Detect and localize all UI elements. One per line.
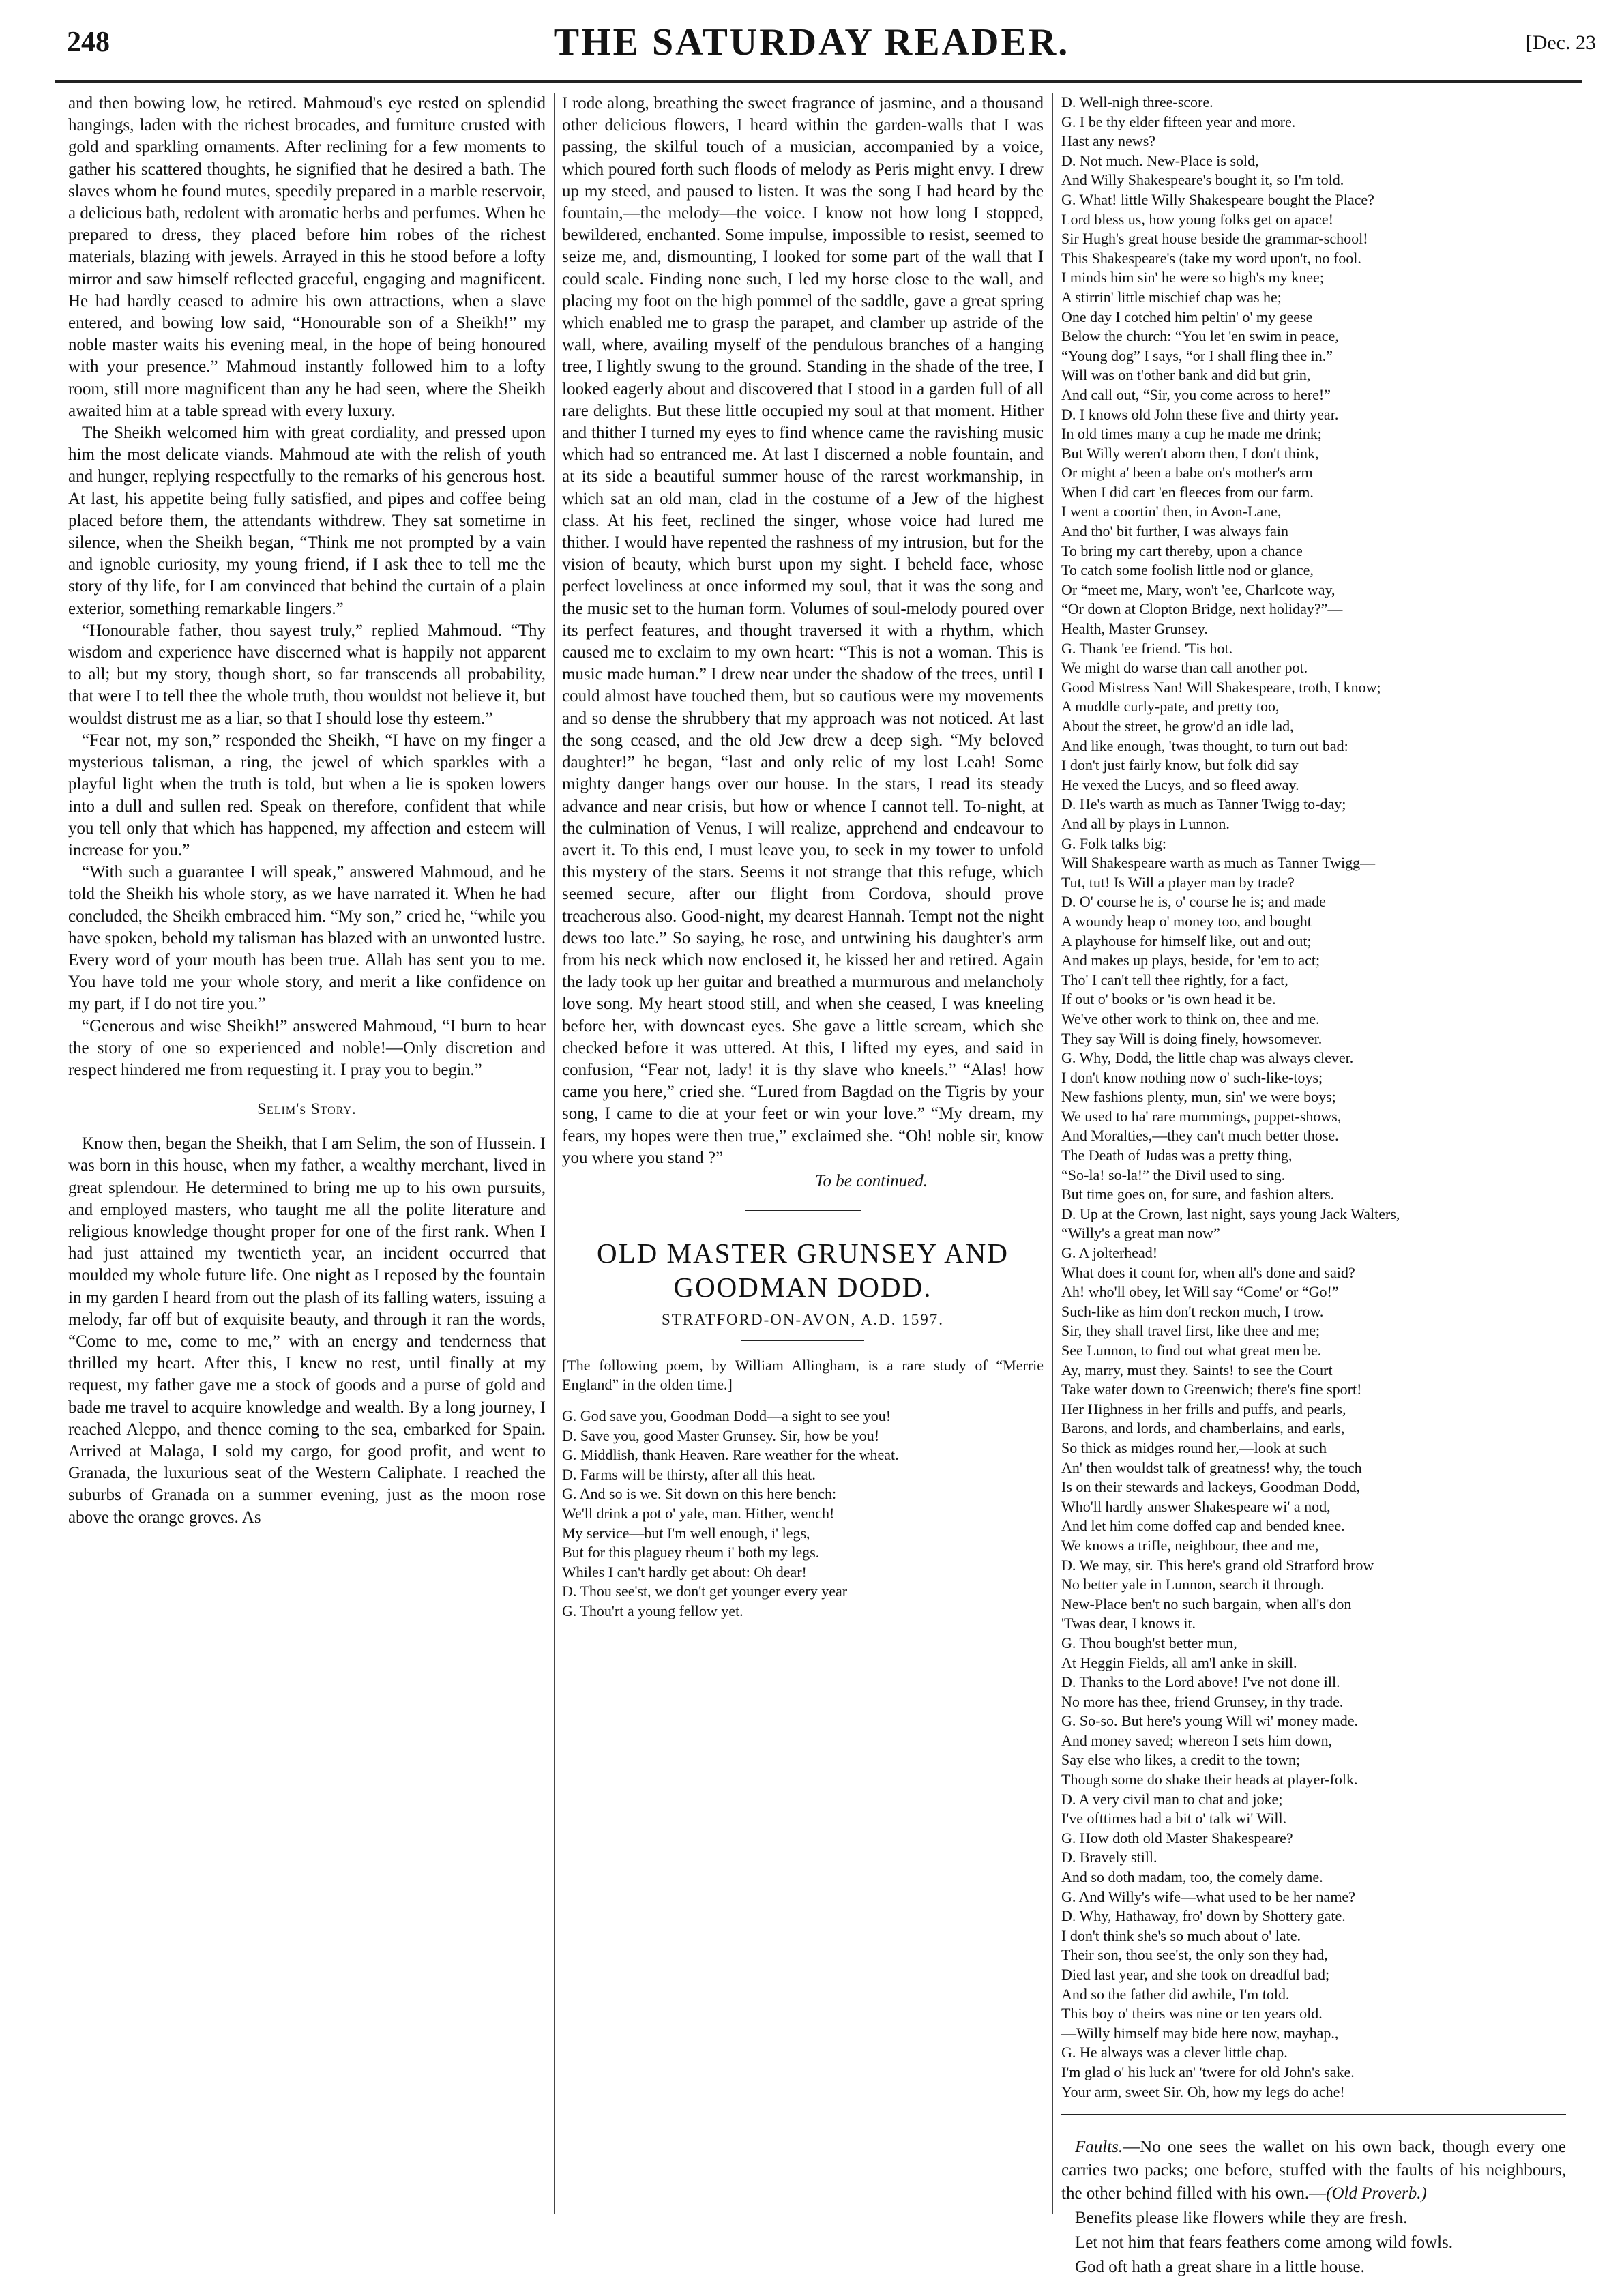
poem-line: No more has thee, friend Grunsey, in thy trade. [1061,1692,1344,1710]
story-paragraph: Know then, began the Sheikh, that I am Selim, the son of Hussein. I was born in this house, when my father, a wealthy merchant, lived in great splendour. He determined to bring me up to his own pursuits, and employed masters, who taught me all the polite literature and religious knowledge thought proper for one of the first rank. When I had just attained my twentieth year, an incident occurred that moulded my whole future life. One night as I reposed by the fountain in my garden I heard from out the plash of its falling waters, issuing a melody, far off but of exquisite beauty, and through it ran the words, “Come to me, come to me,” with an energy and tenderness that thrilled my heart. After this, I knew no rest, until finally at my request, my father gave me a stock of goods and a purse of gold and bade me travel to acquire knowledge and wealth. By a long journey, I reached Aleppo, and thence coming to the sea, embarked for Spain. Arrived at Malaga, I sold my cargo, for good profit, and went to Granada, the luxurious seat of the Western Caliphate. I reached the suburbs of Granada on a summer evening, just as the moon rose above the orange groves. As [68,1134,546,1527]
poem-body [1061,93,1566,2102]
poem-line: Ay, marry, must they. Saints! to see the Court [1061,1361,1333,1379]
poem-line: Your arm, sweet Sir. Oh, how my legs do ache! [1061,2083,1345,2100]
poem-line: If out o' books or 'is own head it be. [1061,990,1276,1008]
poem-line: New-Place ben't no such bargain, when all's don [1061,1595,1352,1613]
poem-subtitle: STRATFORD-ON-AVON, A.D. 1597. [661,1310,945,1328]
poem-line: I've ofttimes had a bit o' talk wi' Will. [1061,1810,1287,1827]
column-1 [68,93,546,2214]
poem-line: When I did cart 'en fleeces from our farm. [1061,483,1314,501]
section-heading: Selim's Story. [257,1100,357,1118]
poem-line: D. Farms will be thirsty, after all this heat. [562,1465,816,1483]
page-number: 248 [67,27,110,58]
header-rule [55,80,1582,83]
poem-line: And like enough, 'twas thought, to turn out bad: [1061,737,1348,754]
poem-line: Is on their stewards and lackeys, Goodman Dodd, [1061,1478,1361,1496]
poem-line: G. And so is we. Sit down on this here bench: [562,1485,837,1503]
poem-line: But Willy weren't aborn then, I don't think, [1061,444,1319,462]
poem-line: Below the church: “You let 'en swim in peace, [1061,327,1339,345]
column-3 [1061,93,1566,2277]
poem-line: Tut, tut! Is Will a player man by trade? [1061,873,1295,891]
poem-line: Will Shakespeare warth as much as Tanner Twigg— [1061,854,1376,872]
poem-line: And Willy Shakespeare's bought it, so I'm told. [1061,171,1344,189]
poem-line: “So-la! so-la!” the Divil used to sing. [1061,1166,1286,1183]
poem-title: OLD MASTER GRUNSEY AND GOODMAN DODD. [597,1237,1009,1303]
poem-line: A stirrin' little mischief chap was he; [1061,288,1282,306]
poem-line: D. Bravely still. [1061,1849,1157,1866]
poem-line: D. Well-nigh three-score. [1061,93,1213,111]
poem-line: G. So-so. But here's young Will wi' money made. [1061,1712,1358,1730]
story-paragraph: “Honourable father, thou sayest truly,” replied Mahmoud. “Thy wisdom and experience have discerned what is happily not apparent to all; but my story, though short, so far transcends all probability, that were I to tell thee the whole truth, thou wouldst not believe it, but wouldst distrust me as a liar, so that I should lose thy esteem.” [68,621,546,728]
poem-line: Tho' I can't tell thee rightly, for a fact, [1061,971,1288,988]
poem-line: In old times many a cup he made me drink; [1061,425,1322,443]
poem-line: Whiles I can't hardly get about: Oh dear! [562,1563,807,1580]
proverb-text: Let not him that fears feathers come among wild fowls. [1075,2233,1453,2252]
poem-line: Sir, they shall travel first, like thee and me; [1061,1322,1320,1340]
poem-line: Good Mistress Nan! Will Shakespeare, troth, I know; [1061,678,1381,696]
poem-line: A muddle curly-pate, and pretty too, [1061,698,1280,716]
proverb [1061,2231,1566,2254]
poem-intro: [The following poem, by William Allingham, is a rare study of “Merrie England” in the olden time.] [562,1356,1044,1393]
poem-line: But for this plaguey rheum i' both my legs. [562,1544,820,1561]
poem-line: What does it count for, when all's done and said? [1061,1263,1355,1281]
poem-line: I don't know nothing now o' such-like-toys; [1061,1068,1323,1086]
poem-line: D. Thou see'st, we don't get younger every year [562,1583,848,1600]
poem-line: Or might a' been a babe on's mother's arm [1061,464,1313,482]
poem-line: G. Why, Dodd, the little chap was always clever. [1061,1049,1354,1067]
poem-line: New fashions plenty, mun, sin' we were boys; [1061,1088,1336,1106]
poem-line: Who'll hardly answer Shakespeare wi' a nod, [1061,1497,1331,1515]
poem-line: This Shakespeare's (take my word upon't, no fool. [1061,249,1361,267]
story-paragraph: “With such a guarantee I will speak,” answered Mahmoud, and he told the Sheikh his whole story, as we have narrated it. When he had concluded, the Sheikh embraced him. “My son,” cried he, “while you have spoken, behold my talisman has blazed with an unwonted lustre. Every word of your mouth has been true. Allah has sent you to me. You have told me your whole story, and merit a like confidence on my part, if I do not tire you.” [68,863,546,1014]
poem-line: At Heggin Fields, all am'l anke in skill. [1061,1653,1297,1671]
poem-line: “Young dog” I says, “or I shall fling thee in.” [1061,347,1333,364]
story-paragraph: and then bowing low, he retired. Mahmoud's eye rested on splendid hangings, laden with the richest brocades, and furniture crusted with gold and sparkling ornaments. After reclining for a few moments to gather his scattered thoughts, he signified that he desired a bath. The slaves whom he found mutes, speedily prepared in a marble reservoir, a delicious bath, redolent with aromatic herbs and perfumes. When he prepared to dress, they placed before him robes of the richest materials, blazing with jewels. Arrayed in this he stood before a lofty mirror and saw himself reflected graceful, engaging and magnificent. He had hardly ceased to admire his own attractions, when a slave entered, and bowing low said, “Honourable son of a Sheikh!” my noble master waits his evening meal, in the hope of being honoured with your presence.” Mahmoud instantly followed him to a lofty room, still more magnificent than any he had seen, where the Sheikh awaited him at a table spread with every luxury. [68,94,546,420]
column-2 [562,93,1044,2214]
story-paragraph: I rode along, breathing the sweet fragrance of jasmine, and a thousand other delicious flowers, I heard within the garden-walls that I was passing, the skilful touch of a musician, accompanied by a voice, which poured forth such floods of melody as Peris might envy. I drew up my steed, and paused to listen. It was the song I had heard by the fountain,—the melody—the voice. I know not how long I stopped, bewildered, enchanted. Some impulse, impossible to resist, seemed to seize me, and, dismounting, I looked for some part of the wall that I could scale. Finding none such, I led my horse close to the wall, and placing my foot on the high pommel of the saddle, gave a great spring which enabled me to grasp the parapet, and clamber up astride of the wall, where, availing myself of the pendulous branches of a hanging tree, I lightly swung to the ground. Standing in the shade of the tree, I looked eagerly about and discovered that I stood in a garden full of all rare delights. But these little occupied my soul at that moment. Hither and thither I turned my eyes to find whence came the ravishing music which had so entranced me. At last I discerned a noble fountain, and at its side a beautiful summer house of the rarest workmanship, in which sat an old man, clad in the costume of a Jew of the highest class. At his feet, reclined the singer, whose voice had lured me thither. I would have repented the rashness of my intrusion, but for the vision of beauty, which burst upon my sight. I beheld face, whose perfect loveliness at once informed my soul, that it was the song and the music set to the human form. Volumes of soul-melody poured over its perfect features, and thought traversed it with a rhythm, which caused me to exclaim to my own heart: “This is not a woman. This is music made human.” I drew near under the shadow of the trees, until I could almost have touched them, but so cautious were my movements and so dense the shrubbery that my approach was not noticed. At last the song ceased, and the old Jew drew a deep sigh. “My beloved daughter!” he began, “last and only relic of my lost Leah! Some mighty danger hangs over our house. In the stars, I read its steady advance and near crisis, but how or whence I cannot tell. To-night, at the culmination of Venus, I will realize, apprehend and endeavour to avert it. To this end, I must leave you, to seek in my tower to unfold this mystery of the stars. Seems it not strange that this refuge, which seemed secure, after our flight from Cordova, should prove treacherous also. Good-night, my dearest Hannah. Tempt not the night dews too late.” So saying, he rose, and untwining his daughter's arm from his neck which now enclosed it, he kissed her and retired. Again the lady took up her guitar and breathed a murmurous and melancholy love song. My heart stood still, and when she ceased, I was kneeling before her, with downcast eyes. She gave a little scream, which she checked before it was uttered. At this, I lifted my eyes, and said in confusion, “Fear not, lady! it is thy slave who kneels.” “Alas! how came you here,” cried she. “Lured from Bagdad on the Tigris by your song, I came to die at your feet or win your love.” “My dream, my fears, my hopes were then true,” exclaimed she. “Oh! noble sir, know you where you stand ?” [562,94,1044,1167]
poem-line: G. Thank 'ee friend. 'Tis hot. [1061,639,1233,657]
poem-line: G. A jolterhead! [1061,1244,1158,1262]
poem-line: D. A very civil man to chat and joke; [1061,1790,1283,1808]
column-divider [1052,93,1053,2214]
poem-line: I minds him sin' he were so high's my knee; [1061,269,1324,286]
poem-body [562,1407,1044,1621]
proverb-source: (Old Proverb.) [1326,2184,1427,2203]
poem-line: A woundy heap o' money too, and bought [1061,912,1312,930]
page-header [27,15,1596,63]
proverb-text: Benefits please like flowers while they are fresh. [1075,2209,1408,2228]
poem-line: Sir Hugh's great house beside the grammar-school! [1061,230,1368,248]
poem-line: G. What! little Willy Shakespeare bought the Place? [1061,190,1374,208]
poem-line: Take water down to Greenwich; there's fine sport! [1061,1381,1362,1398]
poem-line: We've other work to think on, thee and me. [1061,1010,1320,1027]
story-paragraph: “Generous and wise Sheikh!” answered Mahmoud, “I burn to hear the story of one so experienced and noble!—Only discretion and respect hindered me from requesting it. I pray you to begin.” [68,1016,546,1079]
poem-line: I don't think she's so much about o' late. [1061,1926,1301,1944]
poem-line: And so the father did awhile, I'm told. [1061,1985,1290,2003]
poem-line: And tho' bit further, I was always fain [1061,523,1288,540]
poem-line: Her Highness in her frills and puffs, and pearls, [1061,1400,1346,1417]
poem-line: Will was on t'other bank and did but grin, [1061,366,1311,384]
poem-line: Their son, thou see'st, the only son they had, [1061,1946,1328,1964]
poem-line: Barons, and lords, and chamberlains, and earls, [1061,1420,1345,1437]
poem-line: D. Up at the Crown, last night, says young Jack Walters, [1061,1205,1400,1222]
poem-line: G. Folk talks big: [1061,834,1167,852]
poem-line: So thick as midges round her,—look at such [1061,1439,1327,1456]
poem-line: D. Not much. New-Place is sold, [1061,151,1259,169]
poem-line: This boy o' theirs was nine or ten years old. [1061,2005,1323,2023]
poem-line: And let him come doffed cap and bended knee. [1061,1517,1345,1535]
poem-line: We'll drink a pot o' yale, man. Hither, wench! [562,1504,835,1522]
poem-line: No better yale in Lunnon, search it through. [1061,1576,1325,1593]
poem-line: My service—but I'm well enough, i' legs, [562,1524,810,1542]
poem-line: He vexed the Lucys, and so fleed away. [1061,776,1299,793]
poem-line: D. Why, Hathaway, fro' down by Shottery gate. [1061,1907,1346,1925]
poem-line: D. We may, sir. This here's grand old Stratford brow [1061,1556,1374,1574]
poem-line: I don't just fairly know, but folk did say [1061,756,1299,774]
poem-line: Such-like as him don't reckon much, I trow. [1061,1302,1324,1320]
poem-line: “Or down at Clopton Bridge, next holiday?”— [1061,600,1343,618]
proverbs-section [1061,2136,1566,2279]
poem-line: D. Save you, good Master Grunsey. Sir, how be you! [562,1426,880,1444]
poem-line: To bring my cart thereby, upon a chance [1061,542,1303,559]
poem-line: G. I be thy elder fifteen year and more. [1061,113,1296,130]
poem-line: D. Thanks to the Lord above! I've not done ill. [1061,1673,1340,1691]
article-separator [745,1210,861,1211]
poem-line: A playhouse for himself like, out and out; [1061,932,1312,950]
poem-line: The Death of Judas was a pretty thing, [1061,1147,1293,1164]
proverb-text: —No one sees the wallet on his own back, though every one carries two packs; one before, stuffed with the faults of his neighbours, the other behind filled with his own.— [1061,2138,1566,2203]
poem-line: To catch some foolish little nod or glance, [1061,561,1314,579]
proverb-text: God oft hath a great share in a little house. [1075,2258,1365,2277]
poem-line: And Moralties,—they can't much better those. [1061,1127,1339,1145]
poem-line: G. How doth old Master Shakespeare? [1061,1829,1293,1847]
to-be-continued: To be continued. [814,1171,928,1190]
poem-line: D. I knows old John these five and thirty year. [1061,405,1339,423]
poem-line: G. Thou bough'st better mun, [1061,1634,1237,1651]
poem-line: But time goes on, for sure, and fashion alters. [1061,1186,1335,1203]
poem-line: I'm glad o' his luck an' 'twere for old John's sake. [1061,2063,1355,2080]
article-separator [1061,2114,1566,2115]
poem-line: G. Middlish, thank Heaven. Rare weather for the wheat. [562,1446,899,1464]
poem-rule [741,1340,864,1341]
poem-line: G. God save you, Goodman Dodd—a sight to see you! [562,1407,891,1424]
poem-line: Health, Master Grunsey. [1061,620,1208,638]
poem-line: G. He always was a clever little chap. [1061,2044,1288,2061]
proverb [1061,2136,1566,2205]
poem-line: Say else who likes, a credit to the town; [1061,1751,1301,1769]
column-divider [554,93,555,2214]
poem-line: And all by plays in Lunnon. [1061,814,1230,832]
story-paragraph: “Fear not, my son,” responded the Sheikh, “I have on my finger a mysterious talisman, a ring, the jewel of which sparkles with a playful light when the truth is told, but when a lie is spoken lowers into a dull and sullen red. Speak on therefore, confident that while you tell only that which has happened, my affection and esteem will increase for you.” [68,731,546,859]
poem-line: —Willy himself may bide here now, mayhap., [1061,2024,1339,2042]
issue-date: [Dec. 23 [1525,31,1596,54]
poem-line: 'Twas dear, I knows it. [1061,1615,1196,1632]
proverb [1061,2256,1566,2279]
poem-line: We might do warse than call another pot. [1061,659,1308,677]
poem-line: Ah! who'll obey, let Will say “Come' or “Go!” [1061,1283,1339,1301]
poem-line: “Willy's a great man now” [1061,1224,1220,1242]
masthead-title: THE SATURDAY READER. [553,21,1070,63]
poem-line: One day I cotched him peltin' o' my geese [1061,308,1313,325]
poem-line: Lord bless us, how young folks get on apace! [1061,210,1333,228]
poem-line: An' then wouldst talk of greatness! why, the touch [1061,1458,1362,1476]
poem-line: And makes up plays, beside, for 'em to act; [1061,952,1320,969]
poem-line: Died last year, and she took on dreadful bad; [1061,1966,1330,1983]
poem-line: D. He's warth as much as Tanner Twigg to-day; [1061,795,1346,813]
poem-line: I went a coortin' then, in Avon-Lane, [1061,503,1282,520]
poem-line: About the street, he grow'd an idle lad, [1061,718,1294,735]
poem-line: Though some do shake their heads at player-folk. [1061,1771,1358,1789]
poem-line: Or “meet me, Mary, won't 'ee, Charlcote way, [1061,580,1335,598]
poem-line: They say Will is doing finely, howsomever. [1061,1029,1323,1047]
poem-line: We used to ha' rare mummings, puppet-shows, [1061,1107,1342,1125]
story-paragraph: The Sheikh welcomed him with great cordiality, and pressed upon him the most delicate viands. Mahmoud ate with the relish of youth and hunger, replying respectfully to the remarks of his generous host. At last, his appetite being fully satisfied, and pipes and coffee being placed before them, the attendants withdrew. They sat sometime in silence, when the Sheikh began, “Think me not prompted by a vain and ignoble curiosity, my young friend, if I ask thee to tell me the story of thy life, for I am convinced that behind the curtain of a plain exterior, something remarkable lingers.” [68,424,546,618]
poem-line: And call out, “Sir, you come across to here!” [1061,385,1331,403]
poem-line: And so doth madam, too, the comely dame. [1061,1868,1323,1886]
poem-line: G. And Willy's wife—what used to be her name? [1061,1887,1355,1905]
poem-line: D. O' course he is, o' course he is; and made [1061,893,1326,911]
proverb [1061,2207,1566,2230]
poem-line: See Lunnon, to find out what great men be. [1061,1342,1322,1359]
poem-line: Hast any news? [1061,132,1156,150]
proverb-label: Faults. [1075,2138,1123,2157]
poem-line: And money saved; whereon I sets him down, [1061,1731,1333,1749]
poem-line: We knows a trifle, neighbour, thee and me, [1061,1536,1319,1554]
poem-line: G. Thou'rt a young fellow yet. [562,1602,743,1619]
